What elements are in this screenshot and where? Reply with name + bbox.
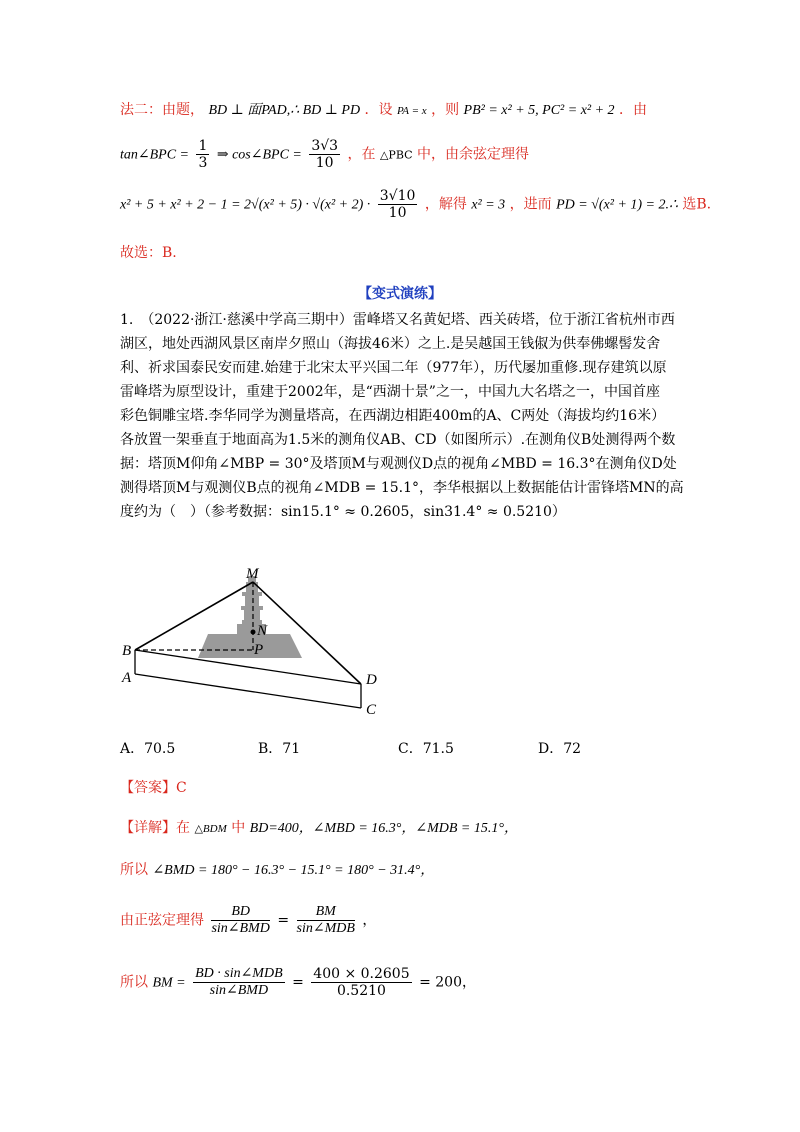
- label-P: P: [254, 642, 264, 658]
- text: ．设: [364, 102, 393, 118]
- math: BD ⊥ 面PAD,∴ BD ⊥ PD: [208, 103, 361, 118]
- text: 【详解】在: [120, 820, 190, 836]
- denominator: 10: [388, 205, 407, 221]
- solution2-final: 故选：B.: [120, 245, 177, 261]
- math: PD = √(x² + 1) = 2.∴: [556, 197, 678, 213]
- answer-line: [120, 778, 187, 798]
- text: 中: [231, 820, 246, 836]
- math: BD=400，∠MBD = 16.3°，∠MDB = 15.1°，: [249, 821, 518, 836]
- math: ⇒ cos∠BPC =: [216, 147, 302, 163]
- solution2-line2: [120, 138, 529, 171]
- detail-line1: [120, 818, 518, 839]
- fraction: [196, 138, 209, 171]
- text: 法二：由题，: [120, 102, 204, 118]
- math: x² + 5 + x² + 2 − 1 = 2√(x² + 5) · √(x² + 2) ·: [120, 197, 371, 213]
- label-D: D: [366, 672, 377, 688]
- problem-line: 各放置一架垂直于地面高为1.5米的测角仪AB、CD（如图所示）.在测角仪B处测得两个数: [120, 432, 676, 448]
- problem-text: [120, 308, 684, 524]
- numerator: BD · sin∠MDB: [195, 966, 283, 981]
- denominator: sin∠MDB: [296, 921, 355, 936]
- denominator: sin∠BMD: [211, 921, 270, 936]
- problem-line: 据：塔顶M仰角∠MBP = 30°及塔顶M与观测仪D点的视角∠MBD = 16.3°在测角仪D处: [120, 456, 677, 472]
- denominator: 10: [315, 155, 334, 171]
- problem-line: 雷峰塔为原型设计，重建于2002年，是“西湖十景”之一，中国九大名塔之一，中国首座: [120, 384, 660, 400]
- numerator: 3√3: [311, 138, 339, 154]
- option-d: D．72: [538, 741, 582, 757]
- problem-line: 测得塔顶M与观测仪B点的视角∠MDB = 15.1°，李华根据以上数据能估计雷锋塔MN的高: [120, 480, 684, 496]
- solution2-line1: [120, 100, 647, 121]
- fraction: [297, 904, 355, 937]
- equals: =: [292, 974, 304, 991]
- math: x² = 3: [471, 197, 506, 213]
- math: △PBC: [379, 148, 413, 162]
- numerator: BD: [211, 904, 269, 921]
- numerator: BM: [297, 904, 355, 921]
- math: ∠BMD = 180° − 16.3° − 15.1° = 180° − 31.4°，: [152, 863, 435, 878]
- text: 由正弦定理得: [120, 912, 204, 929]
- label-B: B: [122, 643, 132, 659]
- point-N: [251, 630, 256, 635]
- ground-prism: [135, 650, 361, 708]
- detail-line4: [120, 966, 476, 999]
- option-b: B．71: [258, 741, 301, 757]
- text: 选B.: [682, 196, 712, 213]
- text: ，解得: [424, 196, 467, 213]
- numerator: 3√10: [379, 188, 416, 204]
- text: 所以: [120, 974, 148, 991]
- text: 中，由余弦定理得: [417, 146, 529, 163]
- detail-line3: [120, 904, 376, 937]
- option-a: A．70.5: [120, 741, 176, 757]
- answer-value: C: [176, 780, 187, 796]
- text: ，在: [347, 146, 376, 163]
- fraction: [311, 966, 411, 999]
- tower-silhouette: [198, 576, 302, 658]
- denominator: 3: [198, 155, 208, 171]
- fraction: [211, 904, 269, 937]
- section-heading: 【变式演练】: [358, 286, 442, 302]
- text: ，则: [431, 102, 460, 118]
- problem-line: 利、祈求国泰民安而建.始建于北宋太平兴国二年（977年），历代屡加重修.现存建筑以原: [120, 360, 667, 376]
- equals: =: [277, 912, 290, 929]
- denominator: 0.5210: [336, 983, 386, 999]
- option-c: C．71.5: [398, 741, 454, 757]
- text: 所以: [120, 862, 148, 878]
- numerator: 400 × 0.2605: [313, 966, 410, 982]
- answer-prefix: 【答案】: [120, 780, 176, 796]
- math: tan∠BPC =: [120, 147, 190, 163]
- fraction: [193, 966, 285, 999]
- fraction: [309, 138, 340, 171]
- fraction: [378, 188, 418, 221]
- denominator: sin∠BMD: [209, 983, 269, 998]
- solution2-line3: [120, 188, 711, 221]
- detail-line2: [120, 860, 434, 881]
- label-A: A: [122, 670, 132, 686]
- text: ，: [362, 912, 377, 929]
- problem-line: 彩色铜雕宝塔.李华同学为测量塔高，在西湖边相距400m的A、C两处（海拔均约16米）: [120, 408, 666, 424]
- label-N: N: [257, 623, 268, 639]
- text: ，进而: [509, 196, 552, 213]
- math: PB² = x² + 5, PC² = x² + 2: [463, 103, 615, 118]
- math: BM =: [152, 975, 186, 991]
- label-M: M: [246, 566, 259, 582]
- problem-line: 湖区，地处西湖风景区南岸夕照山（海拔46米）之上.是吴越国王钱俶为供奉佛螺髻发舍: [120, 336, 661, 352]
- tower-figure: [110, 562, 410, 724]
- problem-line: 1. （2022·浙江·慈溪中学高三期中）雷峰塔又名黄妃塔、西关砖塔，位于浙江省杭州市西: [120, 312, 675, 328]
- numerator: 1: [198, 138, 208, 154]
- label-C: C: [366, 702, 377, 718]
- math: PA = x: [397, 105, 427, 117]
- problem-line: 度约为（ ）（参考数据：sin15.1° ≈ 0.2605，sin31.4° ≈ 0.5210）: [120, 504, 566, 520]
- text: = 200，: [419, 974, 476, 991]
- text: ．由: [619, 102, 647, 118]
- math: △BDM: [194, 823, 227, 835]
